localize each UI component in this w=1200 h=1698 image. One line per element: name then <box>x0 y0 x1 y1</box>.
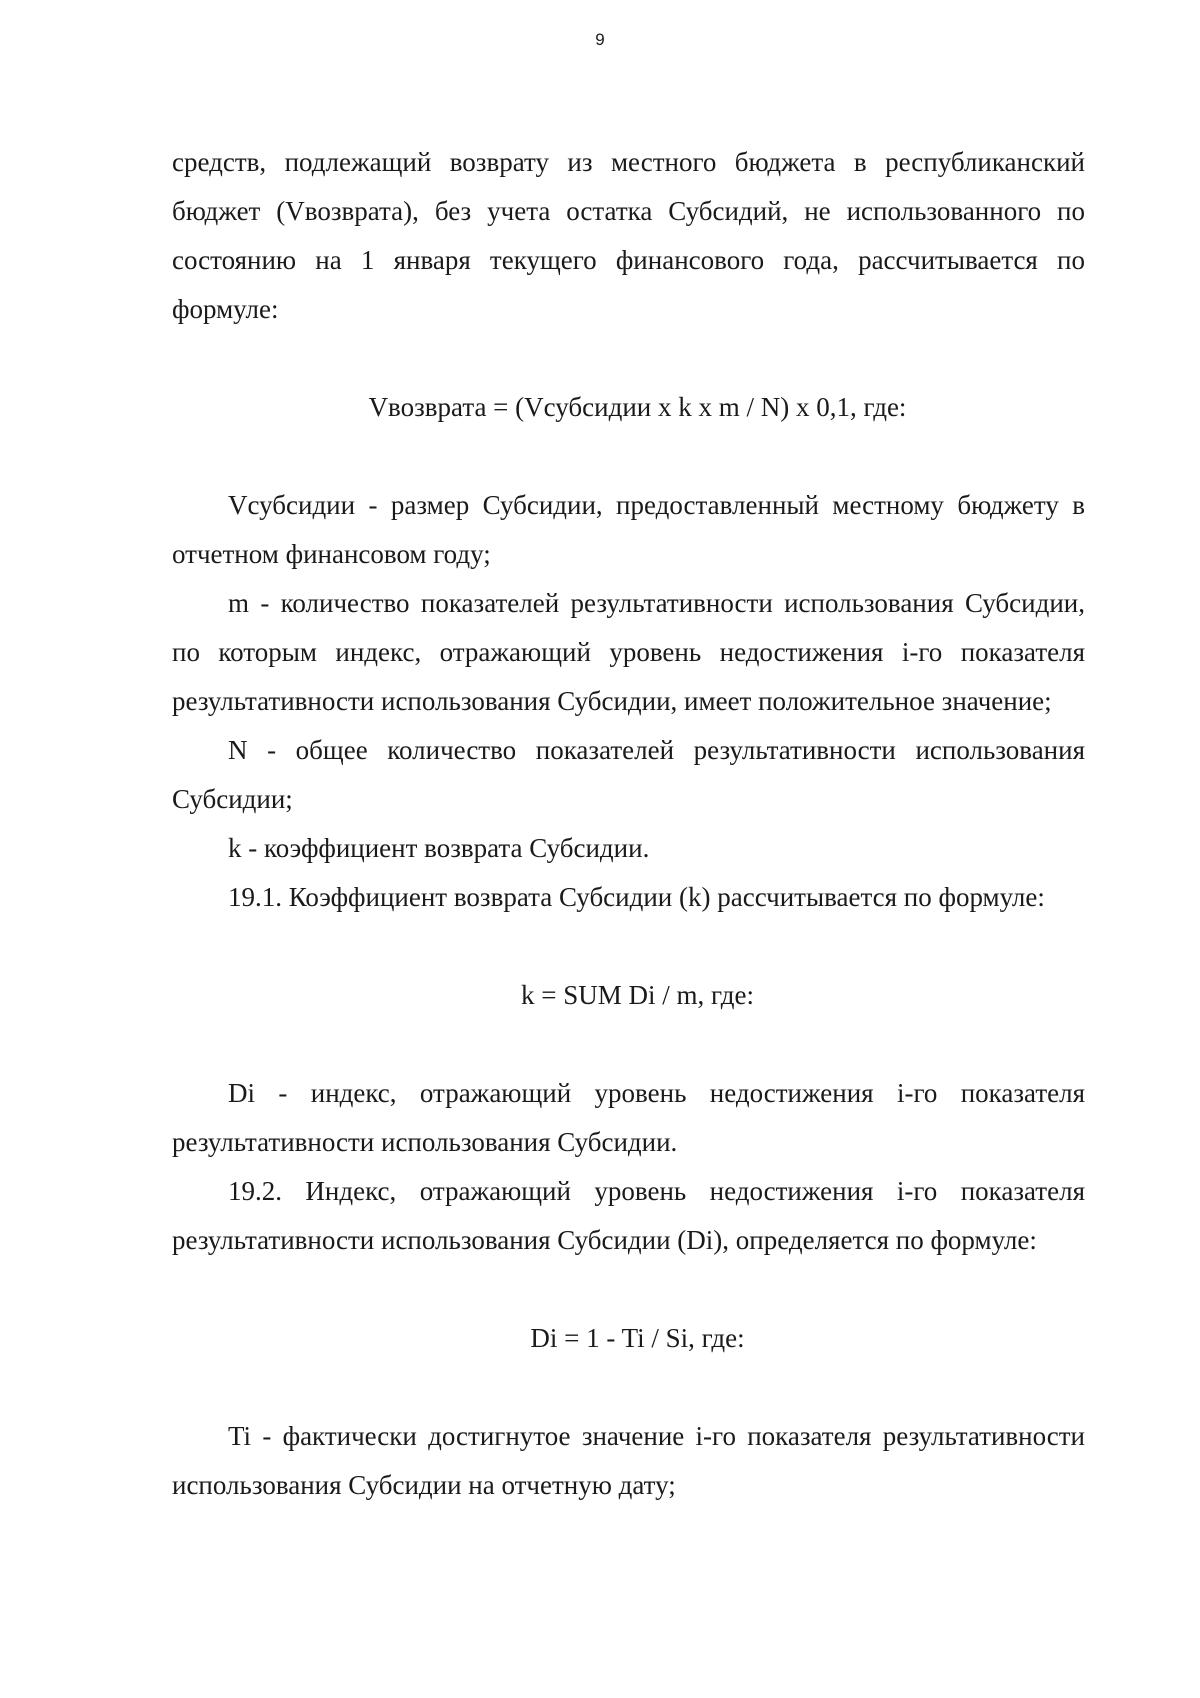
paragraph-di-definition: Di - индекс, отражающий уровень недостижения i-го показателя результативности использования Субсидии. <box>172 1078 1085 1157</box>
paragraph-n-definition: N - общее количество показателей результативности использования Субсидии; <box>172 735 1085 814</box>
spacer <box>172 1020 1085 1069</box>
paragraph-m-definition: m - количество показателей результативности использования Субсидии, по которым индекс, отражающий уровень недостижения i-го показателя результативности использования Субсидии, имеет положительное значение; <box>172 588 1085 716</box>
spacer <box>172 334 1085 383</box>
paragraph-k-definition: k - коэффициент возврата Субсидии. <box>228 833 650 863</box>
paragraph-vsubsidy-definition: Vсубсидии - размер Субсидии, предоставленный местному бюджету в отчетном финансовом году; <box>172 490 1085 569</box>
formula-di: Di = 1 - Ti / Si, где: <box>530 1323 745 1353</box>
formula-k: k = SUM Di / m, где: <box>521 980 754 1010</box>
formula-return-volume: Vвозврата = (Vсубсидии x k x m / N) x 0,1, где: <box>368 392 907 422</box>
spacer <box>172 432 1085 481</box>
paragraph-19-2: 19.2. Индекс, отражающий уровень недостижения i-го показателя результативности использования Субсидии (Di), определяется по формуле: <box>172 1176 1085 1255</box>
spacer <box>172 922 1085 971</box>
spacer <box>172 1265 1085 1314</box>
page-number: 9 <box>595 30 605 49</box>
spacer <box>172 1363 1085 1412</box>
document-body <box>172 138 1085 1510</box>
paragraph-return-amount-intro: средств, подлежащий возврату из местного бюджета в республиканский бюджет (Vвозврата), без учета остатка Субсидий, не использованного по состоянию на 1 января текущего финансового года, рассчитывается по формуле: <box>172 147 1085 324</box>
paragraph-19-1: 19.1. Коэффициент возврата Субсидии (k) рассчитывается по формуле: <box>228 882 1045 912</box>
paragraph-ti-definition: Ti - фактически достигнутое значение i-го показателя результативности использования Субсидии на отчетную дату; <box>172 1421 1085 1500</box>
